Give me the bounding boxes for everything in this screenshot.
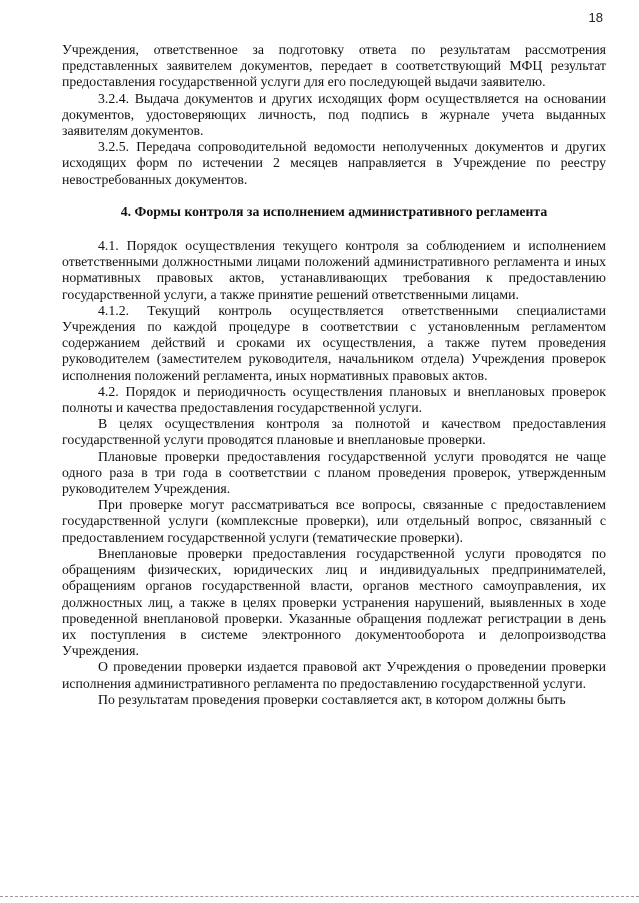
- document-body: [62, 42, 606, 708]
- paragraph: О проведении проверки издается правовой акт Учреждения о проведении проверки исполнения административного регламента по предоставлению государственной услуги.: [62, 659, 606, 691]
- page-number: 18: [588, 10, 603, 25]
- paragraph: Плановые проверки предоставления государственной услуги проводятся не чаще одного раза в три года в соответствии с планом проведения проверок, утвержденным руководителем Учреждения.: [62, 448, 606, 497]
- paragraph: Учреждения, ответственное за подготовку ответа по результатам рассмотрения представленных заявителем документов, передает в соответствующий МФЦ результат предоставления государственной услуги для его последующей выдачи заявителю.: [62, 42, 606, 90]
- paragraph: 4.2. Порядок и периодичность осуществления плановых и внеплановых проверок полноты и качества предоставления государственной услуги.: [62, 383, 606, 416]
- paragraph: 4.1.2. Текущий контроль осуществляется ответственными специалистами Учреждения по каждой процедуре в соответствии с установленным регламентом содержанием действий и сроками их осуществления, а также путем проведения руководителем (заместителем руководителя, начальником отдела) Учреждения проверок исполнения положений регламента, иных нормативных правовых актов.: [62, 302, 606, 383]
- paragraph: 4.1. Порядок осуществления текущего контроля за соблюдением и исполнением ответственными должностными лицами положений административного регламента и иных нормативных правовых актов, устанавливающих требования к предоставлению государственной услуги, а также принятие решений ответственными лицами.: [62, 238, 606, 302]
- page-bottom-edge: [0, 896, 639, 897]
- paragraph: В целях осуществления контроля за полнотой и качеством предоставления государственной услуги проводятся плановые и внеплановые проверки.: [62, 416, 606, 448]
- paragraph: 3.2.5. Передача сопроводительной ведомости неполученных документов и других исходящих форм по истечении 2 месяцев направляется в Учреждение по реестру невостребованных документов.: [62, 139, 606, 187]
- paragraph: По результатам проведения проверки составляется акт, в котором должны быть: [98, 691, 566, 707]
- paragraph: Внеплановые проверки предоставления государственной услуги проводятся по обращениям физических, юридических лиц и индивидуальных предпринимателей, обращениям органов государственной власти, органов местного самоуправления, их должностных лиц, а также в целях проверки устранения нарушений, выявленных в ходе проведенной внеплановой проверки. Указанные обращения подлежат регистрации в день их поступления в системе электронного документооборота и делопроизводства Учреждения.: [62, 545, 606, 659]
- paragraph: При проверке могут рассматриваться все вопросы, связанные с предоставлением государственной услуги (комплексные проверки), или отдельный вопрос, связанный с предоставлением государственной услуги (тематические проверки).: [62, 497, 606, 545]
- paragraph: 3.2.4. Выдача документов и других исходящих форм осуществляется на основании документов, удостоверяющих личность, под подпись в журнале учета выданных заявителям документов.: [62, 90, 606, 139]
- section-heading: 4. Формы контроля за исполнением административного регламента: [120, 203, 548, 219]
